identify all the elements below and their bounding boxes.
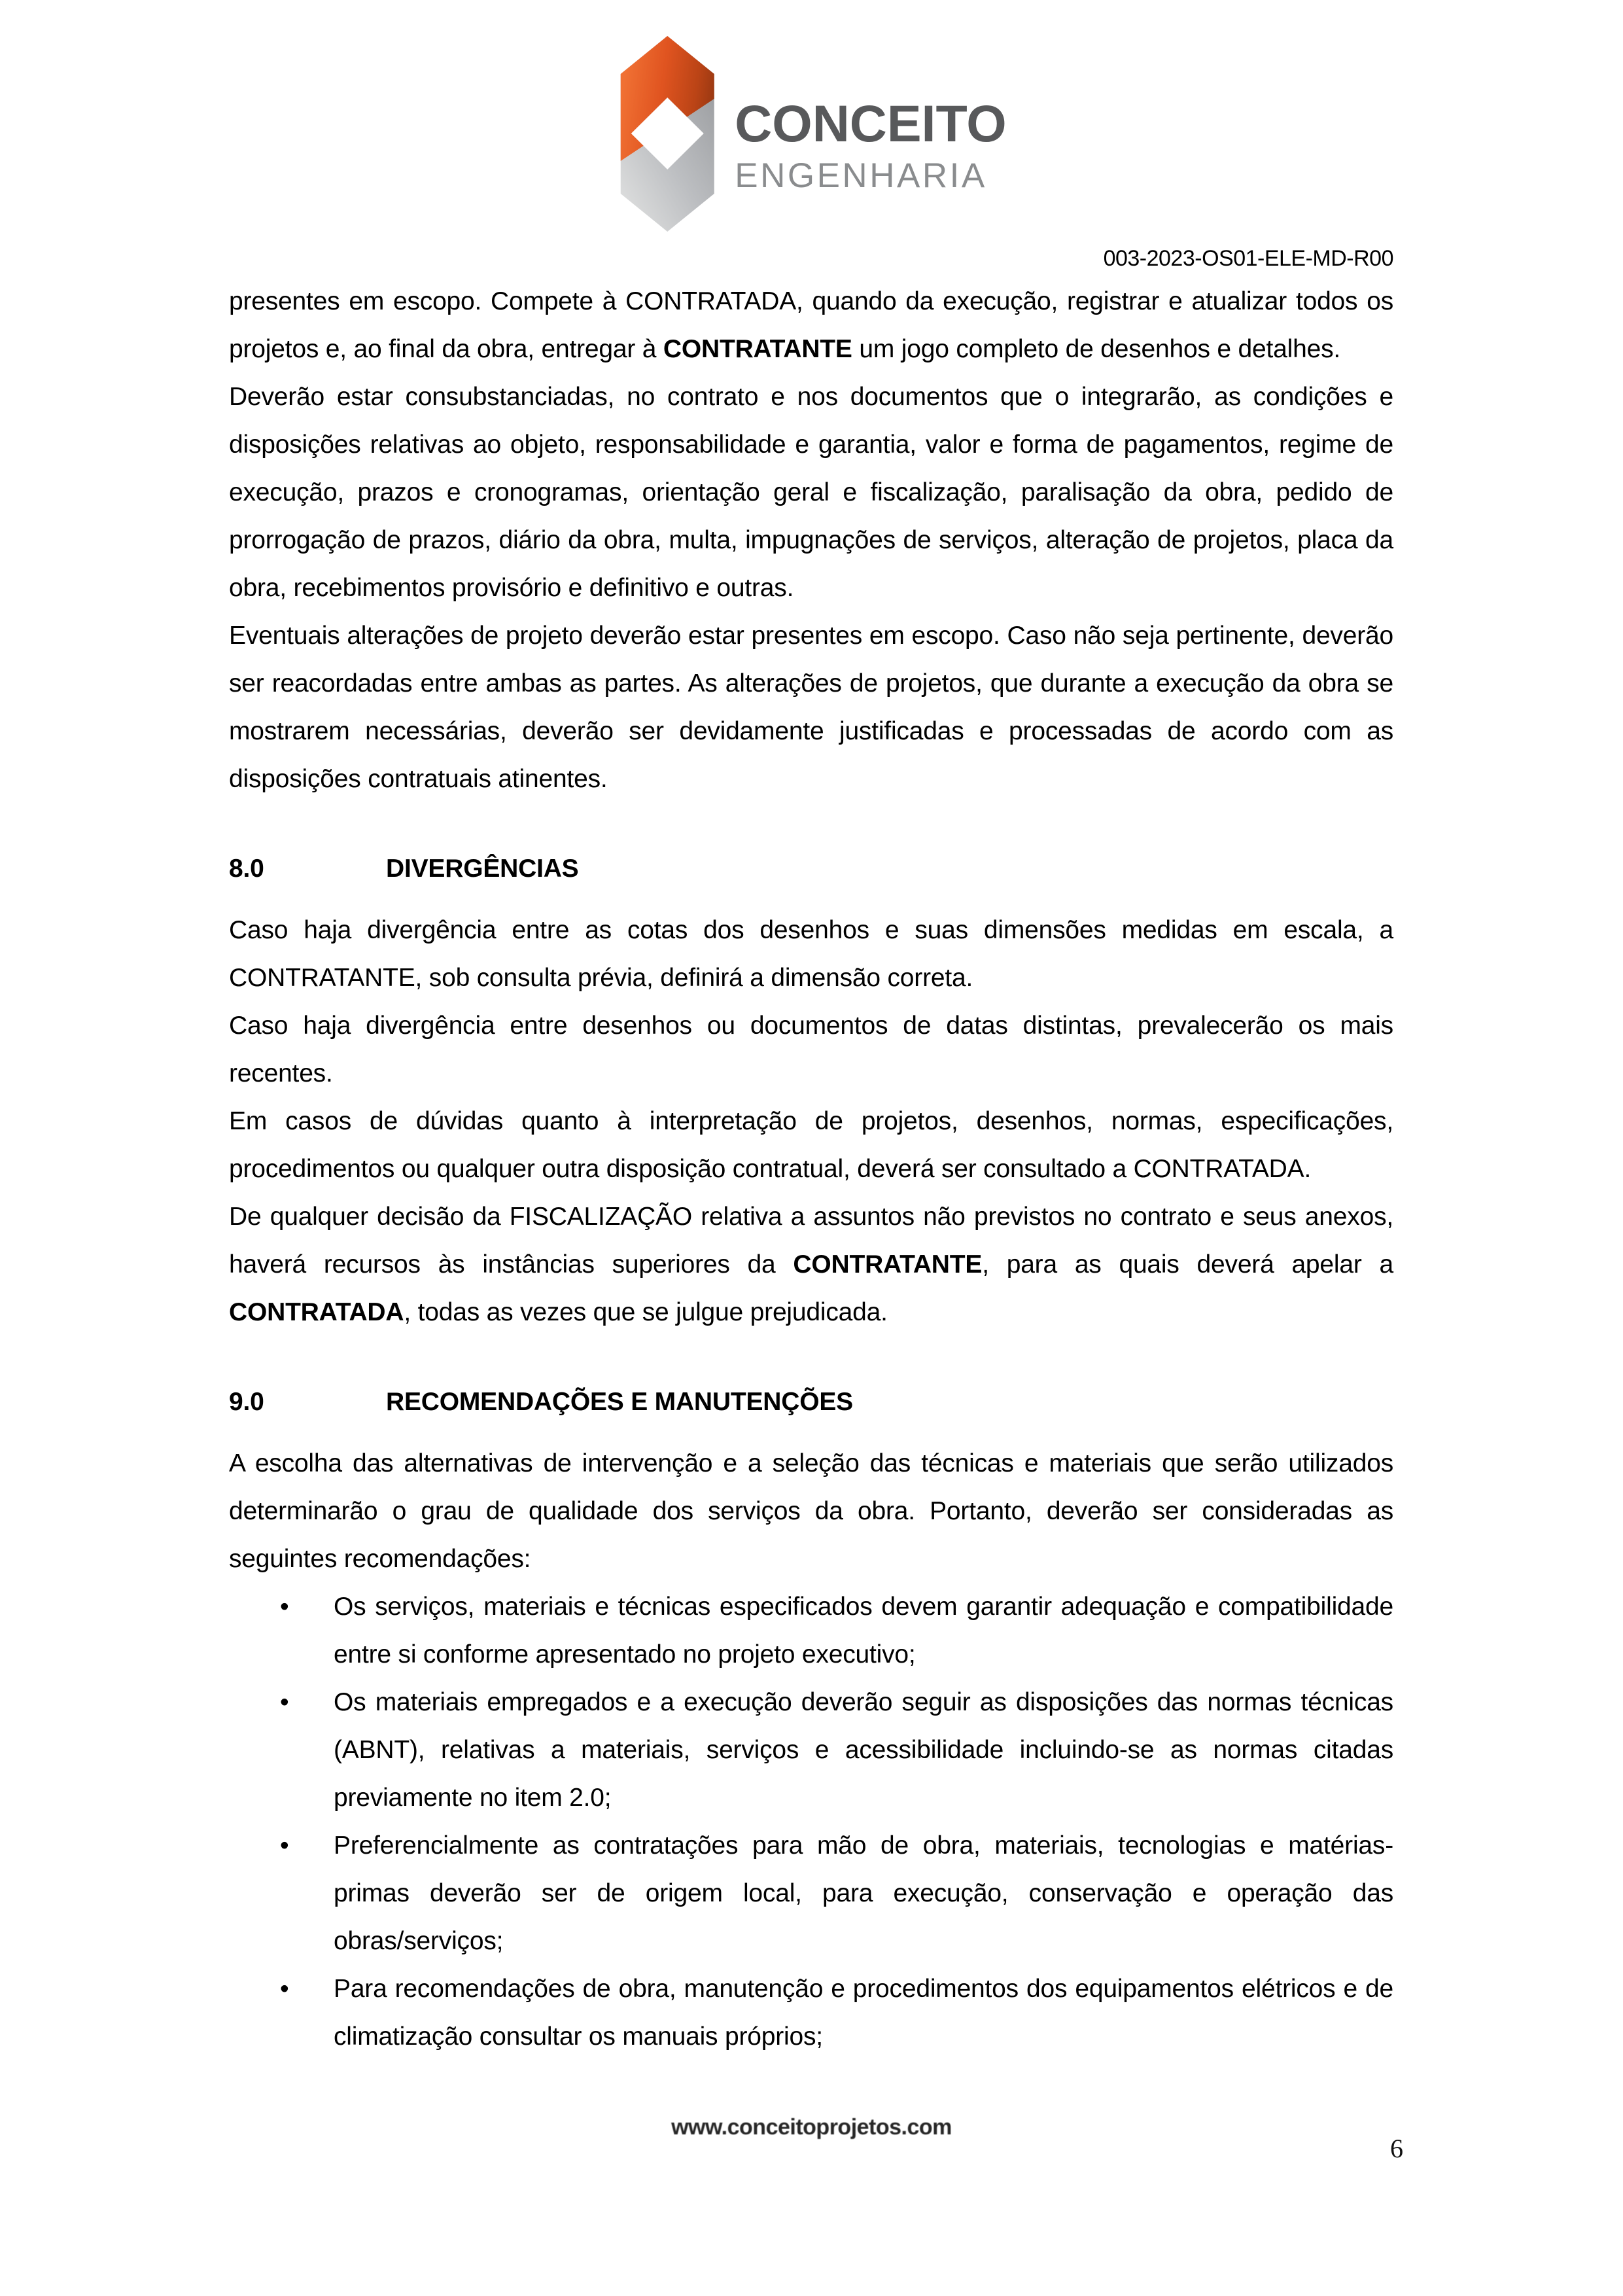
paragraph: Caso haja divergência entre desenhos ou documentos de datas distintas, prevalecerão os mais recentes. (229, 1012, 1393, 1087)
section-title: DIVERGÊNCIAS (386, 855, 579, 883)
section-paragraphs (229, 1439, 1393, 1583)
bullet-icon: • (280, 1975, 289, 2003)
document-code: 003-2023-OS01-ELE-MD-R00 (1103, 246, 1393, 271)
bullet-icon: • (280, 1831, 289, 1860)
page-number: 6 (1390, 2134, 1403, 2163)
logo-text (735, 94, 1007, 196)
paragraph: Em casos de dúvidas quanto à interpretação de projetos, desenhos, normas, especificações, procedimentos ou qualquer outra disposição contratual, deverá ser consultado a CONTRATADA. (229, 1107, 1393, 1183)
bullet-item (229, 1822, 1393, 1965)
section-heading (229, 1378, 1393, 1426)
footer-url: www.conceitoprojetos.com (671, 2115, 952, 2140)
bullet-icon: • (280, 1593, 289, 1621)
intro-paragraphs (229, 277, 1393, 803)
bullet-item (229, 1965, 1393, 2060)
section-divergencias (229, 845, 1393, 1336)
bullet-item (229, 1583, 1393, 1678)
logo (616, 34, 1007, 234)
paragraph: Caso haja divergência entre as cotas dos desenhos e suas dimensões medidas em escala, a CONTRATANTE, sob consulta prévia, definirá a dimensão correta. (229, 916, 1393, 992)
bullet-icon: • (280, 1688, 289, 1716)
paragraph: Eventuais alterações de projeto deverão estar presentes em escopo. Caso não seja pertinente, deverão ser reacordadas entre ambas as partes. As alterações de projetos, que durante a execução da obra se mostrarem necessárias, deverão ser devidamente justificadas e processadas de acordo com as disposições contratuais atinentes. (229, 622, 1393, 793)
bullet-text: Os serviços, materiais e técnicas especificados devem garantir adequação e compatibilidade entre si conforme apresentado no projeto executivo; (334, 1593, 1393, 1669)
conceito-logo-icon (616, 34, 718, 234)
paragraph: A escolha das alternativas de intervenção e a seleção das técnicas e materiais que serão utilizados determinarão o grau de qualidade dos serviços da obra. Portanto, deverão ser consideradas as seguintes recomendações: (229, 1449, 1393, 1573)
paragraph: Deverão estar consubstanciadas, no contrato e nos documentos que o integrarão, as condições e disposições relativas ao objeto, responsabilidade e garantia, valor e forma de pagamentos, regime de execução, prazos e cronogramas, orientação geral e fiscalização, paralisação da obra, pedido de prorrogação de prazos, diário da obra, multa, impugnações de serviços, alteração de projetos, placa da obra, recebimentos provisório e definitivo e outras. (229, 383, 1393, 602)
logo-subtitle-text: ENGENHARIA (735, 156, 987, 196)
paragraph: De qualquer decisão da FISCALIZAÇÃO relativa a assuntos não previstos no contrato e seus anexos, haverá recursos às instâncias superiores da CONTRATANTE, para as quais deverá apelar a CONTRATADA, todas as vezes que se julgue prejudicada. (229, 1203, 1393, 1326)
section-heading (229, 845, 1393, 892)
bullet-text: Preferencialmente as contratações para mão de obra, materiais, tecnologias e matérias-primas deverão ser de origem local, para execução, conservação e operação das obras/serviços; (334, 1831, 1393, 1955)
section-number: 8.0 (229, 855, 264, 883)
paragraph: presentes em escopo. Compete à CONTRATADA, quando da execução, registrar e atualizar todos os projetos e, ao final da obra, entregar à CONTRATANTE um jogo completo de desenhos e detalhes. (229, 287, 1393, 363)
bullet-text: Para recomendações de obra, manutenção e procedimentos dos equipamentos elétricos e de climatização consultar os manuais próprios; (334, 1975, 1393, 2051)
bullet-item (229, 1678, 1393, 1822)
section-recomendacoes (229, 1378, 1393, 2060)
section-paragraphs (229, 906, 1393, 1336)
recommendations-list (229, 1583, 1393, 2060)
bullet-text: Os materiais empregados e a execução deverão seguir as disposições das normas técnicas (ABNT), relativas a materiais, serviços e acessibilidade incluindo-se as normas citadas previamente no item 2.0; (334, 1688, 1393, 1812)
section-number: 9.0 (229, 1388, 264, 1416)
logo-brand-text: CONCEITO (735, 94, 1007, 153)
document-body (229, 277, 1393, 2060)
section-title: RECOMENDAÇÕES E MANUTENÇÕES (386, 1388, 853, 1416)
